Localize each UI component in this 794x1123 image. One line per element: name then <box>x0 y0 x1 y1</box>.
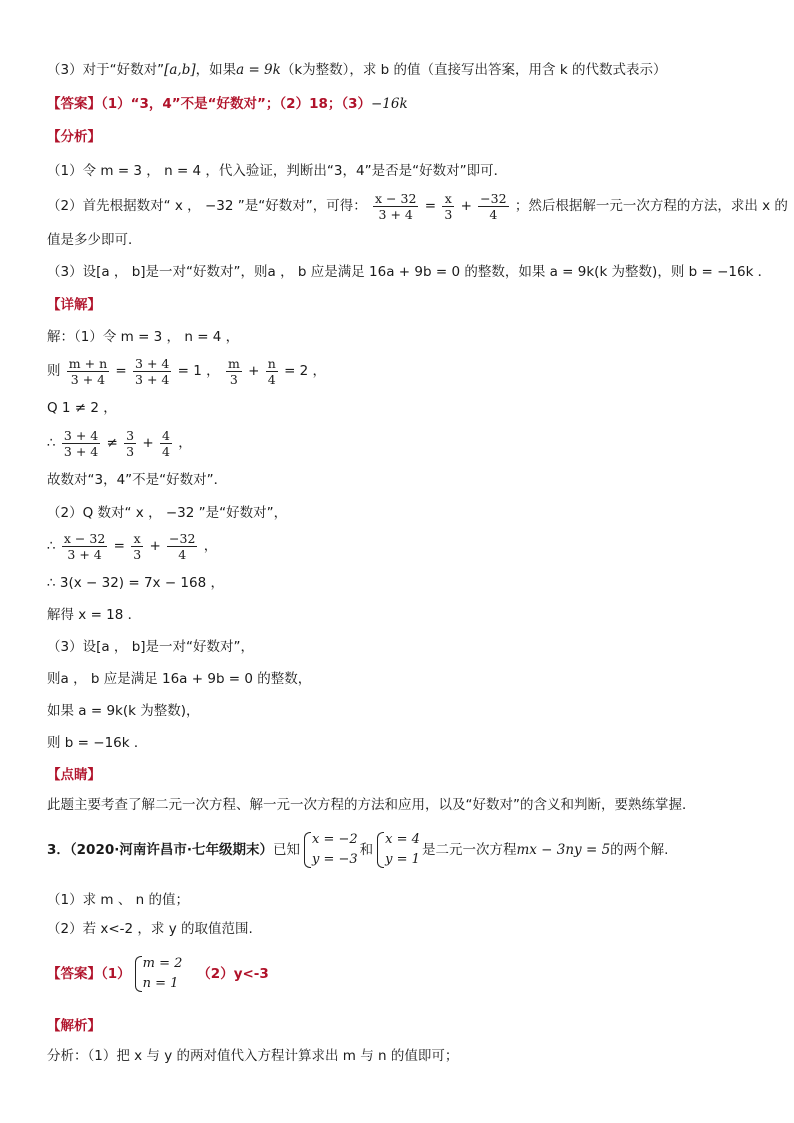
fraction: $\frac{x}{3}$ <box>133 530 142 562</box>
fraction: $\frac{3 + 4}{3 + 4}$ <box>63 427 99 459</box>
detail-line-12: 如果 a = 9k(k 为整数)， <box>47 703 200 719</box>
fraction: $\frac{3 + 4}{3 + 4}$ <box>135 355 170 387</box>
equation-system: m = 2 n = 1 <box>133 954 183 994</box>
fraction: $\frac{3}{3}$ <box>126 427 135 459</box>
fraction: $\frac{m}{3}$ <box>227 355 240 387</box>
equation-system: x = 4 y = 1 <box>375 830 420 870</box>
detail-line-9: 解得 x = 18 ． <box>47 607 142 623</box>
answer-line-2: 【答案】（1） m = 2 n = 1 （2）y<-3 <box>47 951 269 997</box>
detail-line-1: 解：（1）令 m = 3 ， n = 4 ， <box>47 329 240 345</box>
fraction: $\frac{4}{4}$ <box>161 427 170 459</box>
answer-line: 【答案】（1）“3，4”不是“好数对”；（2）18；（3）−16k <box>47 96 408 112</box>
question-3: 3．（2020·河南许昌市·七年级期末）已知 x = −2 y = −3 和 x = 4 y = 1 是二元一次方程mx − 3ny = 5的两个解. <box>47 827 668 873</box>
question-3-part-1: （1）求 m 、 n 的值； <box>47 892 189 908</box>
detail-line-11: 则a ， b 应是满足 16a + 9b = 0 的整数， <box>47 671 312 687</box>
question-part-3: （3）对于“好数对”[a,b]，如果a = 9k（k为整数），求 b 的值（直接写出答案，用含 k 的代数式表示） <box>47 62 667 78</box>
detail-line-13: 则 b = −16k ． <box>47 735 148 751</box>
fraction: $\frac{x - 32}{3 + 4}$ <box>63 530 106 562</box>
detail-line-5: 故数对“3，4”不是“好数对”． <box>47 472 228 488</box>
question-3-part-2: （2）若 x<-2 ，求 y 的取值范围. <box>47 921 253 937</box>
analysis-step-2-cont: 值是多少即可． <box>47 232 142 248</box>
detail-line-3: Q 1 ≠ 2 ， <box>47 400 117 416</box>
jiexi-heading: 【解析】 <box>47 1018 101 1034</box>
analysis-step-2: （2）首先根据数对“ x ， −32 ”是“好数对”，可得： $\frac{x - 32}{3 + 4}$ = $\frac{x}{3}$ + $\frac{-32}{4}$ ；然后根据解一元一次方程的方法，求出 x 的 <box>47 190 788 222</box>
detail-line-7: ∴ $\frac{x - 32}{3 + 4}$ = $\frac{x}{3}$ + $\frac{-32}{4}$ ， <box>47 530 218 562</box>
fraction: $\frac{x}{3}$ <box>444 190 453 222</box>
fraction: $\frac{m + n}{3 + 4}$ <box>68 355 108 387</box>
fraction: $\frac{-32}{4}$ <box>480 190 507 222</box>
detail-line-2: 则 $\frac{m + n}{3 + 4}$ = $\frac{3 + 4}{3 + 4}$ = 1 ， $\frac{m}{3}$ + $\frac{n}{4}$ = 2 ， <box>47 355 327 387</box>
jiexi-text: 分析：（1）把 x 与 y 的两对值代入方程计算求出 m 与 n 的值即可； <box>47 1048 459 1064</box>
analysis-step-1: （1）令 m = 3 ， n = 4 ，代入验证，判断出“3，4”是否是“好数对”即可． <box>47 163 508 179</box>
fraction: $\frac{-32}{4}$ <box>169 530 196 562</box>
fraction: $\frac{x - 32}{3 + 4}$ <box>375 190 417 222</box>
detail-line-4: ∴ $\frac{3 + 4}{3 + 4}$ ≠ $\frac{3}{3}$ + $\frac{4}{4}$ ， <box>47 427 192 459</box>
detail-line-8: ∴ 3(x − 32) = 7x − 168 ， <box>47 575 224 591</box>
comment-text: 此题主要考查了解二元一次方程、解一元一次方程的方法和应用，以及“好数对”的含义和判断，要熟练掌握． <box>47 797 696 813</box>
fraction: $\frac{n}{4}$ <box>267 355 276 387</box>
analysis-heading: 【分析】 <box>47 129 101 145</box>
detail-heading: 【详解】 <box>47 297 101 313</box>
detail-line-10: （3）设[a ， b]是一对“好数对”， <box>47 639 255 655</box>
detail-line-6: （2）Q 数对“ x ， −32 ”是“好数对”， <box>47 505 288 521</box>
equation-system: x = −2 y = −3 <box>302 830 358 870</box>
comment-heading: 【点睛】 <box>47 767 101 783</box>
analysis-step-3: （3）设[a ， b]是一对“好数对”，则a ， b 应是满足 16a + 9b = 0 的整数，如果 a = 9k(k 为整数)，则 b = −16k ． <box>47 264 772 280</box>
